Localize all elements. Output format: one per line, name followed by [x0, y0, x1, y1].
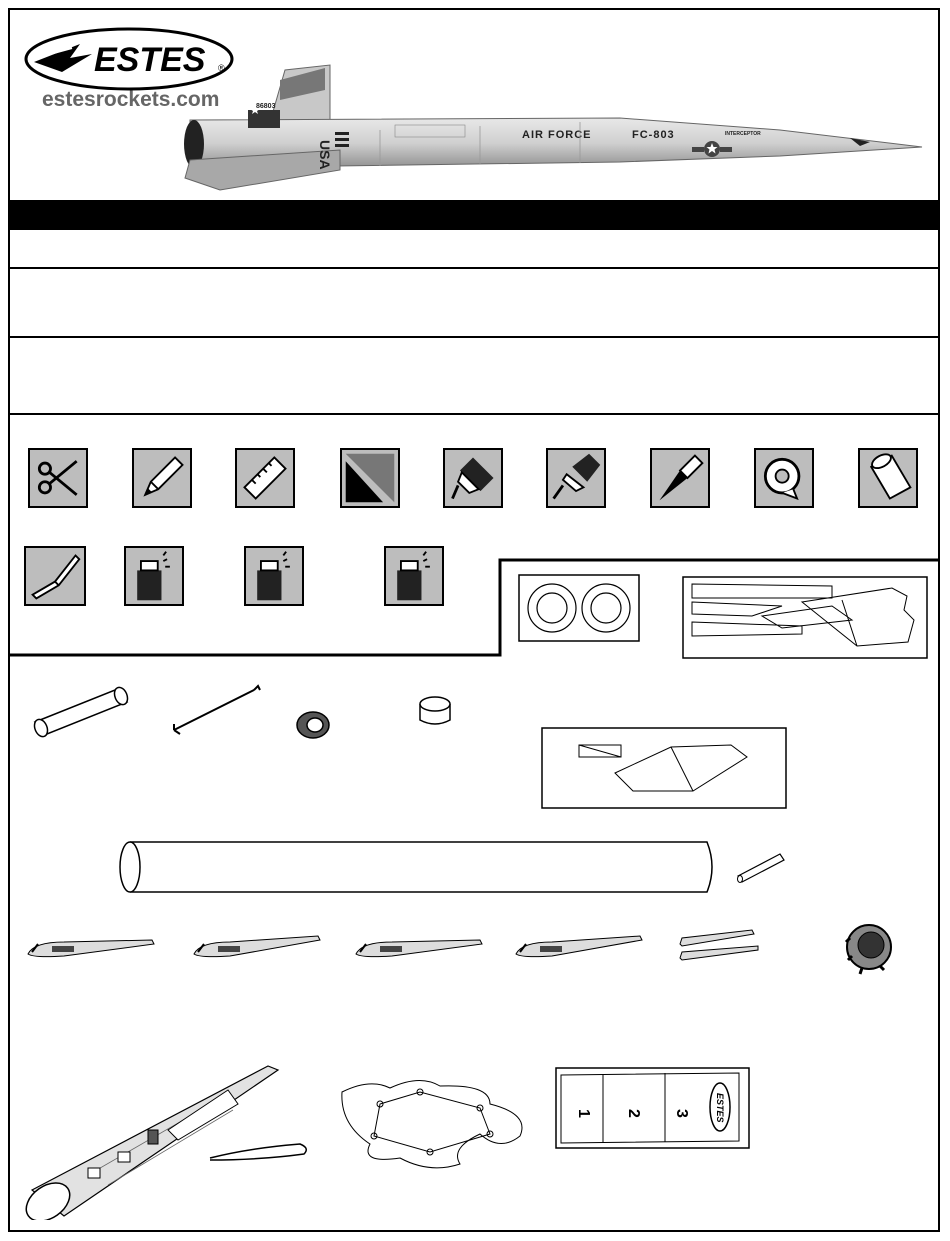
divider: [8, 413, 940, 415]
fuselage-part: [512, 928, 644, 962]
rocket-illustration: [180, 50, 925, 195]
decal-sheet: [555, 1067, 750, 1149]
scissors-icon: [28, 448, 88, 508]
interceptor-text: INTERCEPTOR: [725, 131, 761, 137]
serial-number: 86803: [256, 103, 276, 110]
paper-roll-icon: [858, 448, 918, 508]
glue-bottle-icon: [443, 448, 503, 508]
tube-coupler: [415, 694, 455, 730]
divider: [8, 336, 940, 338]
sandpaper-icon: [340, 448, 400, 508]
air-force-text: AIR FORCE: [522, 129, 592, 141]
engine-nozzle-part: [840, 918, 898, 976]
decal-number-1: 1: [575, 1109, 592, 1118]
motor-tube: [25, 672, 130, 742]
website-url[interactable]: estesrockets.com: [42, 88, 220, 111]
logo-wordmark: ESTES: [94, 41, 206, 79]
shock-cord: [200, 1138, 315, 1168]
balsa-fin-sheet: [682, 576, 928, 659]
title-band: [8, 200, 940, 230]
pencil-icon: [132, 448, 192, 508]
main-body-tube: [115, 838, 720, 896]
engine-hook: [168, 682, 263, 737]
ruler-icon: [235, 448, 295, 508]
tail-code: USA: [317, 140, 333, 170]
parachute: [330, 1074, 545, 1179]
launch-lug: [732, 850, 787, 884]
decal-number-2: 2: [625, 1109, 642, 1118]
intake-parts: [672, 924, 772, 964]
decal-brand: ESTES: [715, 1093, 725, 1123]
balsa-wing-sheet: [541, 727, 787, 809]
hobby-knife-icon: [650, 448, 710, 508]
fuselage-part: [190, 928, 322, 962]
model-text: FC-803: [632, 129, 675, 141]
tape-icon: [754, 448, 814, 508]
decal-number-3: 3: [673, 1109, 690, 1118]
registered-mark: ®: [218, 63, 225, 73]
centering-rings-sheet: [518, 574, 640, 642]
fuselage-part: [352, 928, 484, 962]
glue-tube-icon: [546, 448, 606, 508]
thrust-ring: [293, 708, 333, 742]
fuselage-part: [24, 928, 156, 962]
divider: [8, 267, 940, 269]
